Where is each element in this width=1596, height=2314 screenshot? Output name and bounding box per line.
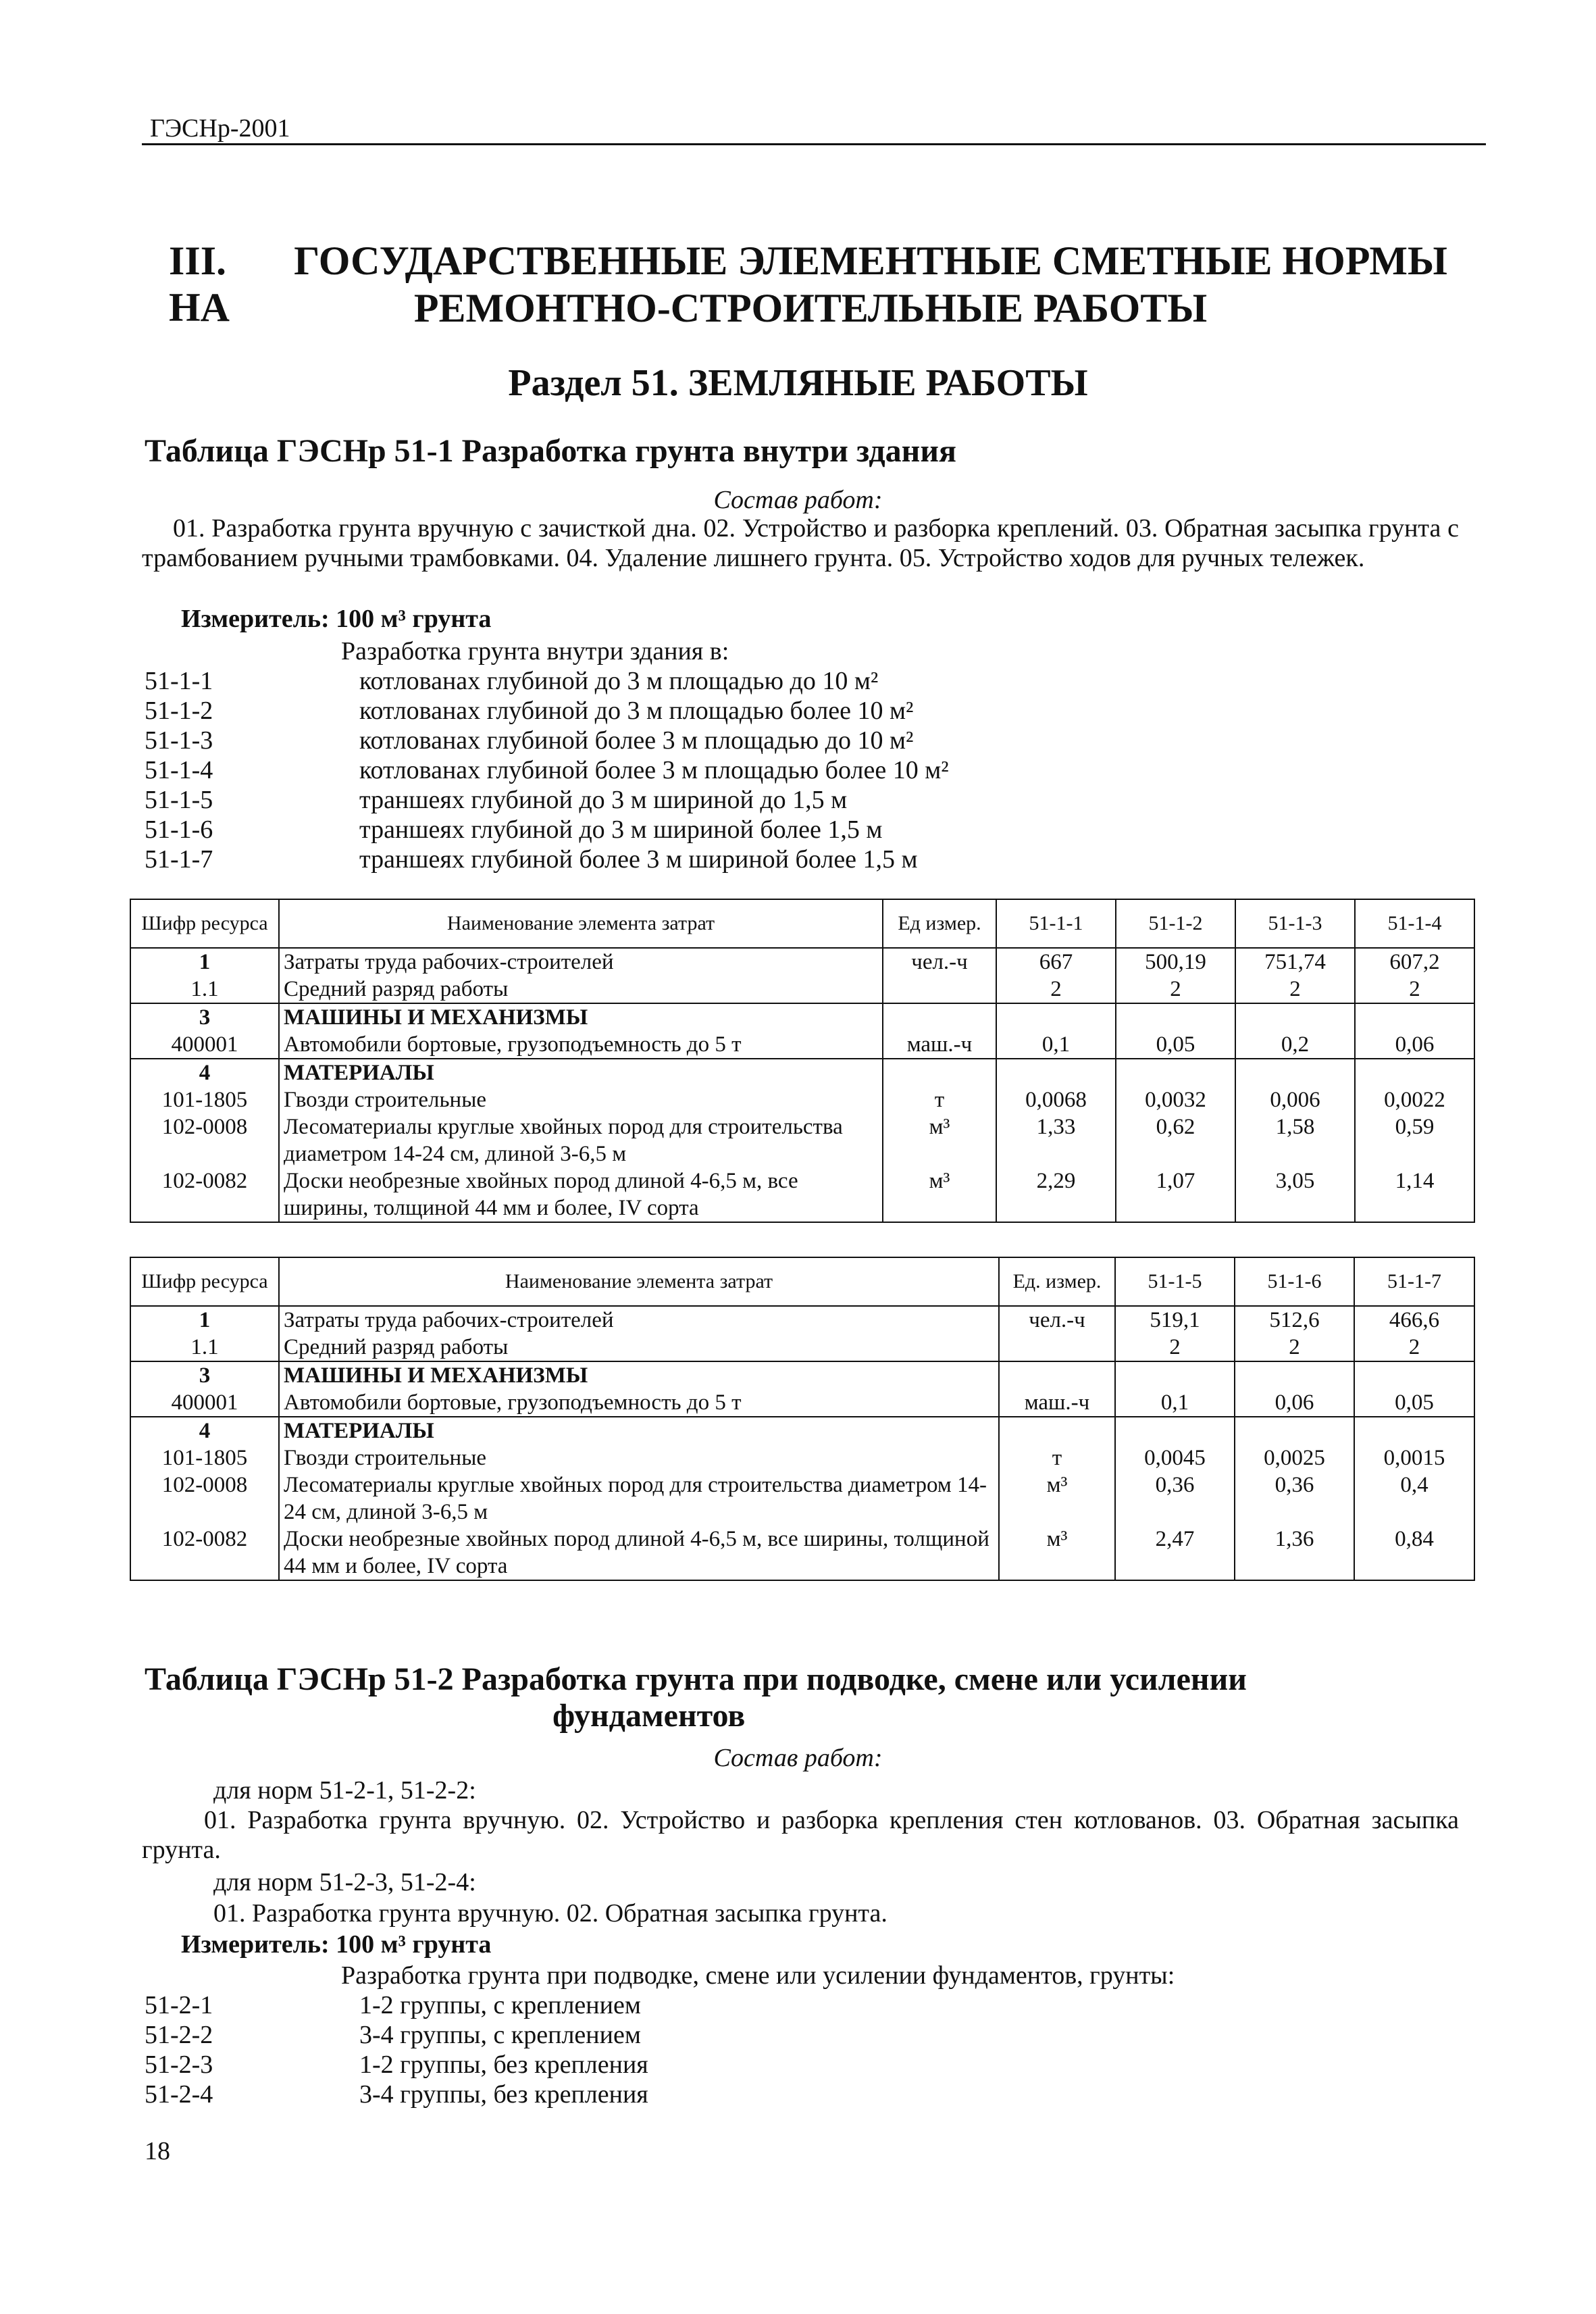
list-item-code: 51-1-6 [145, 815, 213, 844]
col-header-name: Наименование элемента затрат [279, 899, 883, 948]
list-item-text: котлованах глубиной до 3 м площадью более 10 м² [359, 697, 914, 725]
t1-measure-unit: Измеритель: 100 м³ грунта [181, 605, 492, 633]
table-header-row [130, 1257, 1474, 1306]
list-item-text: 3-4 группы, без крепления [359, 2080, 648, 2109]
list-item-code: 51-2-3 [145, 2051, 213, 2079]
col-header-norm: 51-1-5 [1115, 1257, 1235, 1306]
col-header-code: Шифр ресурса [130, 1257, 279, 1306]
t2-list-intro: Разработка грунта при подводке, смене или усилении фундаментов, грунты: [341, 1961, 1175, 1990]
table-row: 101-1805 Гвозди строительные т 0,0068 0,0032 0,006 0,0022 [130, 1086, 1474, 1113]
t1-work-composition: 01. Разработка грунта вручную с зачисткой дна. 02. Устройство и разборка креплений. 03. Обратная засыпка грунта с трамбованием ручными трамбовками. 04. Удаление лишнего грунта. 05. Устройство ходов для ручных тележек. [142, 514, 1459, 572]
t1-list-intro: Разработка грунта внутри здания в: [341, 637, 729, 665]
table-row: 102-0008 Лесоматериалы круглые хвойных пород для строительства диаметром 14-24 см, длиной 3-6,5 м м³ 0,36 0,36 0,4 [130, 1472, 1474, 1526]
list-item-text: траншеях глубиной более 3 м шириной более 1,5 м [359, 845, 918, 874]
table-row: 1 Затраты труда рабочих-строителей чел.-ч 667 500,19 751,74 607,2 [130, 948, 1474, 976]
table-row: 4 МАТЕРИАЛЫ [130, 1059, 1474, 1086]
col-header-norm: 51-1-6 [1235, 1257, 1354, 1306]
list-item-code: 51-1-5 [145, 786, 213, 814]
col-header-name: Наименование элемента затрат [279, 1257, 999, 1306]
t2-for-norms-2: для норм 51-2-3, 51-2-4: [213, 1868, 476, 1896]
list-item-text: траншеях глубиной до 3 м шириной до 1,5 м [359, 786, 848, 814]
t2-sostav-label: Состав работ: [713, 1744, 883, 1772]
table-51-2-title-line1: Таблица ГЭСНр 51-2 Разработка грунта при подводке, смене или усилении [145, 1661, 1247, 1697]
table-row: 1.1 Средний разряд работы 2 2 2 [130, 1334, 1474, 1361]
table-row: 102-0082 Доски необрезные хвойных пород длиной 4-6,5 м, все ширины, толщиной 44 мм и более, IV сорта м³ 2,47 1,36 0,84 [130, 1526, 1474, 1580]
running-header: ГЭСНр-2001 [150, 114, 290, 143]
col-header-norm: 51-1-7 [1354, 1257, 1474, 1306]
list-item-text: котлованах глубиной до 3 м площадью до 10 м² [359, 667, 879, 695]
table-row: 400001 Автомобили бортовые, грузоподъемность до 5 т маш.-ч 0,1 0,05 0,2 0,06 [130, 1031, 1474, 1059]
t1-sostav-label: Состав работ: [713, 486, 883, 514]
part-title-text: ГОСУДАРСТВЕННЫЕ ЭЛЕМЕНТНЫЕ СМЕТНЫЕ НОРМЫ НА [169, 238, 1447, 330]
col-header-norm: 51-1-2 [1116, 899, 1235, 948]
section-title: Раздел 51. ЗЕМЛЯНЫЕ РАБОТЫ [508, 362, 1088, 404]
list-item-code: 51-1-1 [145, 667, 213, 695]
col-header-norm: 51-1-1 [996, 899, 1116, 948]
list-item-code: 51-1-3 [145, 726, 213, 755]
list-item-code: 51-2-4 [145, 2080, 213, 2109]
part-title-line2: РЕМОНТНО-СТРОИТЕЛЬНЫЕ РАБОТЫ [413, 286, 1208, 330]
list-item-code: 51-1-2 [145, 697, 213, 725]
table-row: 4 МАТЕРИАЛЫ [130, 1417, 1474, 1444]
col-header-unit: Ед. измер. [999, 1257, 1115, 1306]
list-item-code: 51-2-1 [145, 1991, 213, 2019]
page-number: 18 [145, 2137, 170, 2165]
list-item-code: 51-1-4 [145, 756, 213, 784]
table-row: 400001 Автомобили бортовые, грузоподъемность до 5 т маш.-ч 0,1 0,06 0,05 [130, 1389, 1474, 1417]
resource-table-b [130, 1257, 1475, 1581]
resource-table-a [130, 899, 1475, 1223]
t2-for-norms-1: для норм 51-2-1, 51-2-2: [213, 1776, 476, 1805]
header-rule [142, 143, 1486, 145]
list-item-text: котлованах глубиной более 3 м площадью более 10 м² [359, 756, 949, 784]
t2-work-composition-1: 01. Разработка грунта вручную. 02. Устройство и разборка крепления стен котлованов. 03. Обратная засыпка грунта. [142, 1806, 1459, 1864]
list-item-text: 1-2 группы, с креплением [359, 1991, 641, 2019]
table-row: 101-1805 Гвозди строительные т 0,0045 0,0025 0,0015 [130, 1444, 1474, 1472]
table-51-1-title: Таблица ГЭСНр 51-1 Разработка грунта внутри здания [145, 433, 956, 469]
t2-work-composition-2: 01. Разработка грунта вручную. 02. Обратная засыпка грунта. [213, 1899, 887, 1928]
table-row: 1 Затраты труда рабочих-строителей чел.-ч 519,1 512,6 466,6 [130, 1306, 1474, 1334]
table-row: 102-0008 Лесоматериалы круглые хвойных пород для строительства диаметром 14-24 см, длиной 3-6,5 м м³ 1,33 0,62 1,58 0,59 [130, 1113, 1474, 1167]
list-item-code: 51-1-7 [145, 845, 213, 874]
col-header-code: Шифр ресурса [130, 899, 279, 948]
col-header-unit: Ед измер. [883, 899, 996, 948]
list-item-text: траншеях глубиной до 3 м шириной более 1,5 м [359, 815, 883, 844]
list-item-code: 51-2-2 [145, 2021, 213, 2049]
table-row: 1.1 Средний разряд работы 2 2 2 2 [130, 976, 1474, 1003]
t2-measure-unit: Измеритель: 100 м³ грунта [181, 1930, 492, 1959]
list-item-text: котлованах глубиной более 3 м площадью до 10 м² [359, 726, 914, 755]
col-header-norm: 51-1-3 [1235, 899, 1355, 948]
list-item-text: 1-2 группы, без крепления [359, 2051, 648, 2079]
table-row: 102-0082 Доски необрезные хвойных пород длиной 4-6,5 м, все ширины, толщиной 44 мм и более, IV сорта м³ 2,29 1,07 3,05 1,14 [130, 1167, 1474, 1222]
part-number: III. [169, 238, 227, 283]
table-51-2-title-line2: фундаментов [552, 1698, 746, 1734]
table-header-row [130, 899, 1474, 948]
table-row: 3 МАШИНЫ И МЕХАНИЗМЫ [130, 1361, 1474, 1389]
list-item-text: 3-4 группы, с креплением [359, 2021, 641, 2049]
col-header-norm: 51-1-4 [1355, 899, 1474, 948]
table-row: 3 МАШИНЫ И МЕХАНИЗМЫ [130, 1003, 1474, 1031]
